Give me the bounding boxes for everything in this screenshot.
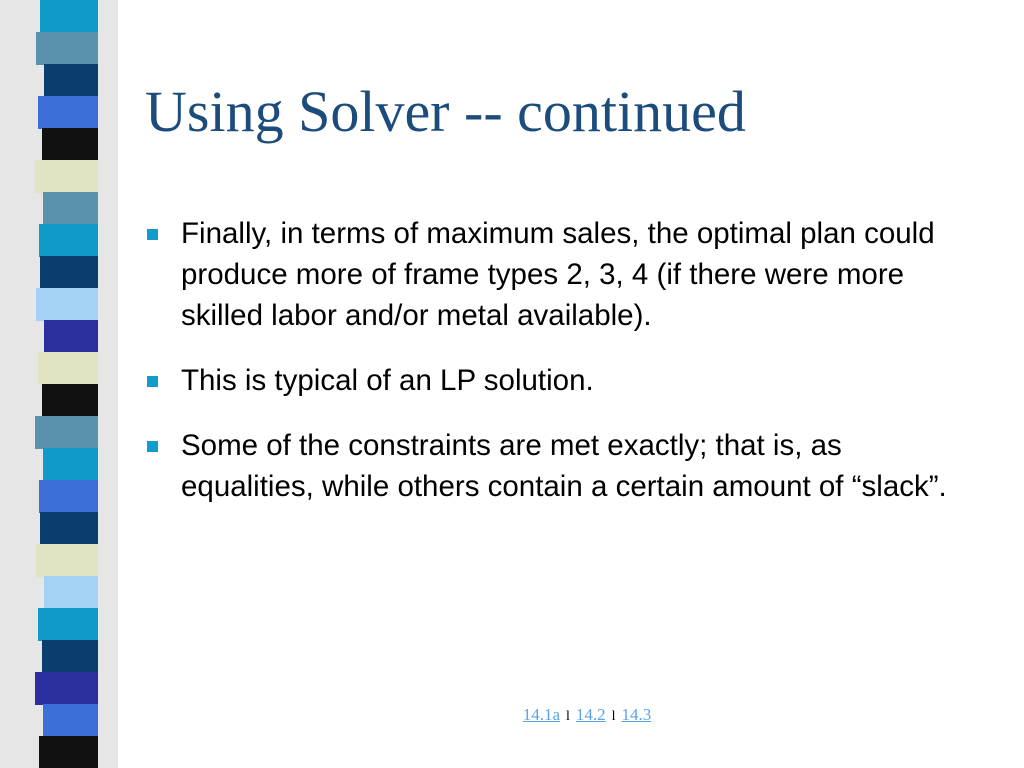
footer-link-14-3[interactable]: 14.3 [621, 705, 652, 724]
strip-block [39, 736, 98, 768]
strip-block [42, 640, 98, 673]
footer-nav [75, 705, 1024, 725]
strip-block [39, 480, 98, 513]
strip-block [36, 288, 98, 321]
strip-block [35, 672, 98, 705]
strip-block [38, 96, 98, 129]
strip-block [35, 416, 98, 449]
footer-separator: l [611, 709, 616, 724]
footer-separator: l [566, 709, 570, 724]
strip-block [42, 384, 98, 417]
bullet-text: This is typical of an LP solution. [181, 364, 594, 397]
strip-block [44, 64, 98, 97]
bullet-text: Some of the constraints are met exactly; that is, as equalities, while others contain a certain amount of “slack”. [181, 429, 947, 503]
strip-block [38, 352, 98, 385]
strip-block [38, 608, 98, 641]
strip-block [35, 160, 98, 193]
bullet-item [145, 213, 975, 336]
strip-block [44, 576, 98, 609]
bullet-list [145, 213, 975, 531]
decorative-color-strip [0, 0, 118, 768]
strip-block [36, 544, 98, 577]
footer-link-14-2[interactable]: 14.2 [575, 705, 606, 724]
bullet-text: Finally, in terms of maximum sales, the optimal plan could produce more of frame types 2, 3, 4 (if there were more skilled labor and/or metal available). [181, 217, 935, 332]
footer-link-14-1a[interactable]: 14.1a [522, 705, 560, 724]
bullet-item [145, 425, 975, 507]
strip-block [36, 32, 98, 65]
strip-block [39, 224, 98, 257]
strip-block [42, 128, 98, 161]
strip-block [43, 448, 98, 481]
strip-block [44, 320, 98, 353]
strip-block [40, 0, 98, 33]
square-bullet-icon [147, 376, 158, 387]
square-bullet-icon [147, 229, 158, 240]
square-bullet-icon [147, 441, 158, 452]
strip-block [40, 256, 98, 289]
strip-block [43, 192, 98, 225]
slide-title: Using Solver -- continued [145, 79, 746, 144]
bullet-item [145, 360, 975, 401]
strip-block [40, 512, 98, 545]
